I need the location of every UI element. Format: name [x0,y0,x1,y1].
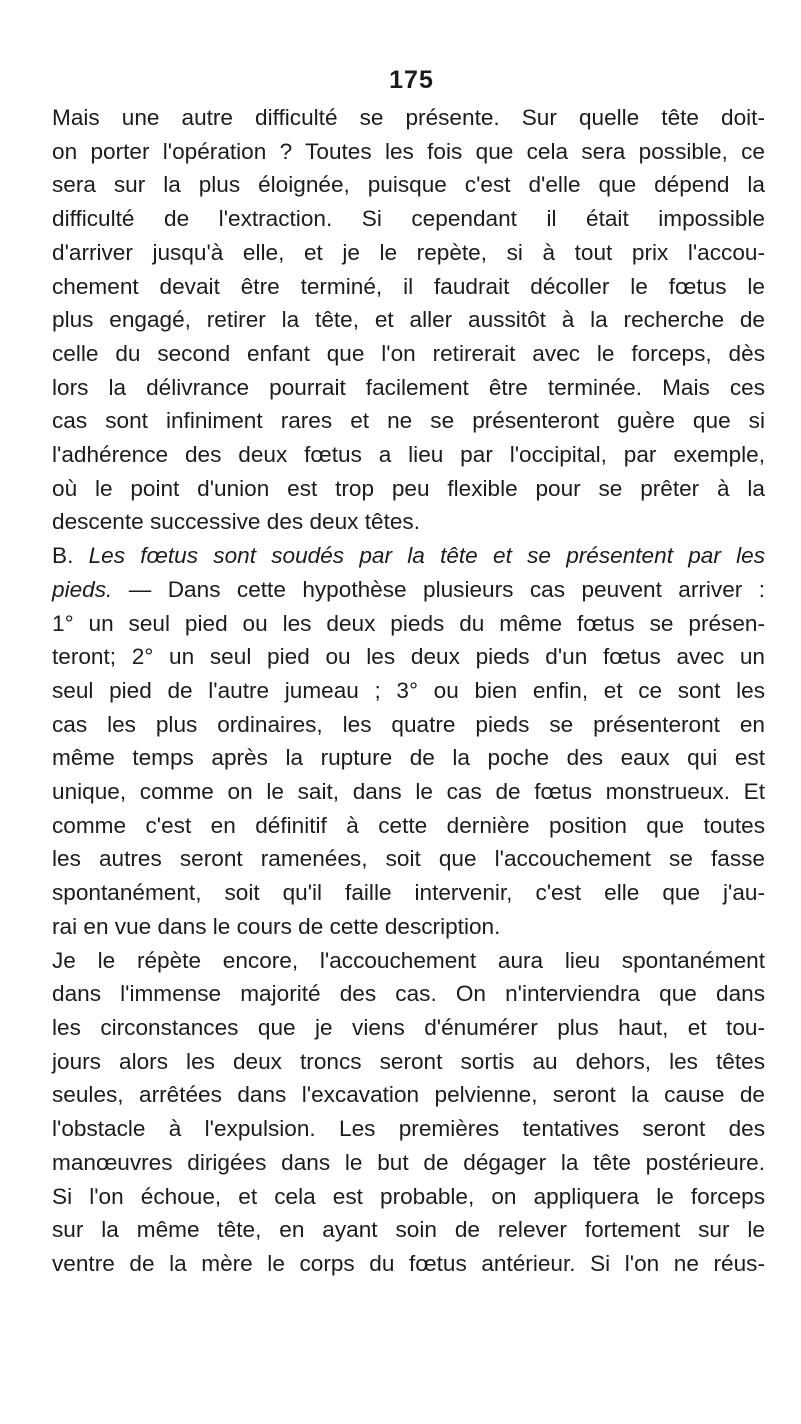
paragraph-2 [52,539,765,943]
text-line: d'arriver jusqu'à elle, et je le repète, si à tout prix l'accou- [52,239,765,265]
paragraph-1 [52,101,765,539]
paragraph-3 [52,944,765,1281]
section-heading: Les fœtus sont soudés par la tête et se présentent par les [88,543,765,569]
text-line: les circonstances que je viens d'énumérer plus haut, et tou- [52,1014,765,1040]
page-number: 175 [389,66,434,94]
body-text [52,101,765,1281]
text-line: teront; 2° un seul pied ou les deux pieds d'un fœtus avec un [52,644,765,670]
text-line: spontanément, soit qu'il faille intervenir, c'est elle que j'au- [52,880,765,906]
text-line: seul pied de l'autre jumeau ; 3° ou bien enfin, et ce sont les [52,677,765,703]
text-line: Je le répète encore, l'accouchement aura lieu spontanément [52,947,765,973]
text-line: seules, arrêtées dans l'excavation pelvienne, seront la cause de [52,1082,765,1108]
section-heading-end: pieds. [52,576,113,602]
text-line: difficulté de l'extraction. Si cependant il était impossible [52,206,765,232]
text-line: Mais une autre difficulté se présente. Sur quelle tête doit- [52,105,765,130]
text-line: lors la délivrance pourrait facilement être terminée. Mais ces [52,374,765,400]
section-heading-line [52,539,765,573]
text-line: sera sur la plus éloignée, puisque c'est d'elle que dépend la [52,172,765,198]
text-line: celle du second enfant que l'on retirerait avec le forceps, dès [52,340,765,366]
text-line: on porter l'opération ? Toutes les fois que cela sera possible, ce [52,138,765,164]
text-line: rai en vue dans le cours de cette description. [52,913,501,939]
text-line: comme c'est en définitif à cette dernière position que toutes [52,812,765,838]
text-line: dans l'immense majorité des cas. On n'interviendra que dans [52,981,765,1007]
text-line: ventre de la mère le corps du fœtus antérieur. Si l'on ne réus- [52,1250,765,1276]
text-line: 1° un seul pied ou les deux pieds du même fœtus se présen- [52,610,765,636]
text-line: plus engagé, retirer la tête, et aller aussitôt à la recherche de [52,307,765,333]
text-line: descente successive des deux têtes. [52,509,420,535]
text-line: chement devait être terminé, il faudrait décoller le fœtus le [52,273,765,299]
text-line: cas les plus ordinaires, les quatre pieds se présenteront en [52,711,765,737]
text-line: jours alors les deux troncs seront sortis au dehors, les têtes [52,1048,765,1074]
text-line: sur la même tête, en ayant soin de relever fortement sur le [52,1217,765,1243]
text-line [52,573,765,607]
text-line: l'adhérence des deux fœtus a lieu par l'occipital, par exemple, [52,442,765,468]
text-line: Si l'on échoue, et cela est probable, on appliquera le forceps [52,1183,765,1209]
text-line: les autres seront ramenées, soit que l'accouchement se fasse [52,846,765,872]
text-fragment: — Dans cette hypothèse plusieurs cas peuvent arriver : [112,576,765,602]
text-line: même temps après la rupture de la poche des eaux qui est [52,745,765,771]
text-line: l'obstacle à l'expulsion. Les premières tentatives seront des [52,1116,765,1142]
text-line: cas sont infiniment rares et ne se présenteront guère que si [52,408,765,434]
text-line: manœuvres dirigées dans le but de dégager la tête postérieure. [52,1149,765,1175]
section-letter: B. [52,543,74,569]
text-line: où le point d'union est trop peu flexible pour se prêter à la [52,475,765,501]
text-line: unique, comme on le sait, dans le cas de fœtus monstrueux. Et [52,779,765,805]
